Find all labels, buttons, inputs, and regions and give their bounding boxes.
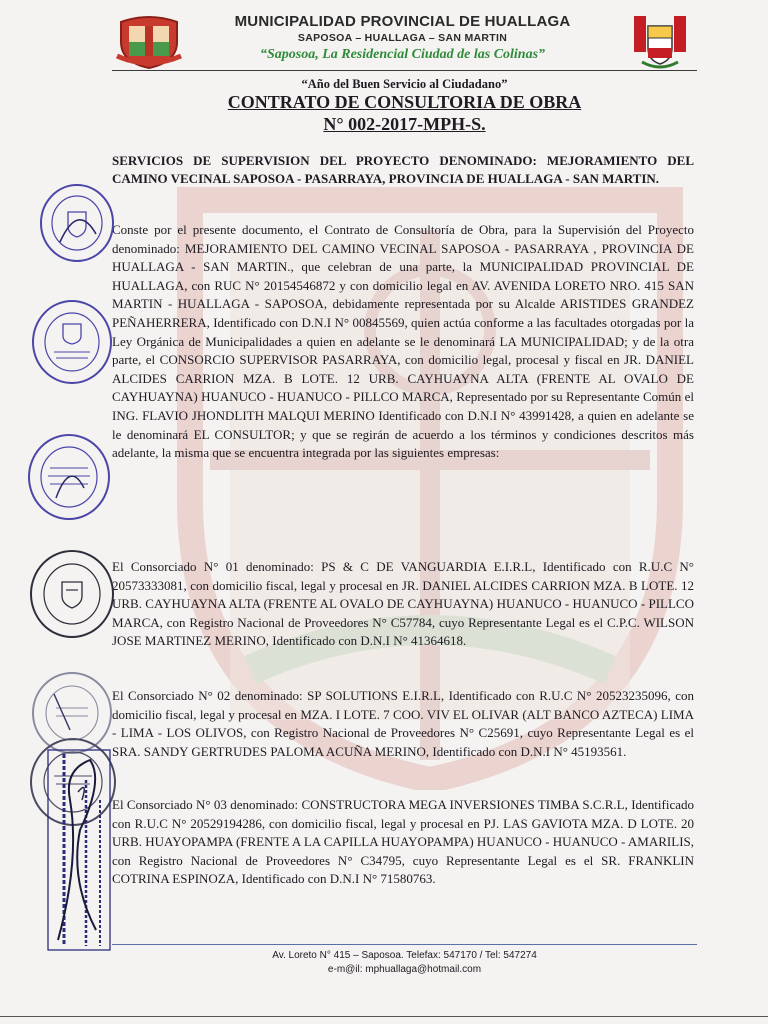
- administracion-stamp: [26, 432, 112, 522]
- consortium-member-paragraph: El Consorciado N° 03 denominado: CONSTRUCTORA MEGA INVERSIONES TIMBA S.C.R.L, Identificado con R.U.C N° 20529194286, con domicilio fiscal, legal y procesal en PJ. LAS GAVIOTA MZA. D LOTE. 20 URB. HUAYOPAMPA (FRENTE A LA CAPILLA HUAYOPAMPA) HUANUCO - HUANUCO - AMARILIS, con Registro Nacional de Proveedores N° C34795, cuyo Representante Legal es el SR. FRANKLIN COTRINA ESPINOZA, Identificado con D.N.I N° 71580763.: [112, 797, 694, 887]
- consortium-signature-stamp: [40, 740, 120, 960]
- contract-paragraph: Conste por el presente documento, el Contrato de Consultoría de Obra, para la Supervisión del Proyecto denominado: MEJORAMIENTO DEL CAMINO VECINAL SAPOSOA - PASARRAYA , PROVINCIA DE HUALLAGA - SAN MARTIN., que celebran de una parte, la MUNICIPALIDAD PROVINCIAL DE HUALLAGA, con RUC N° 20154546872 y con domicilio legal en AV. AVENIDA LORETO NRO. 415 SAN MARTIN - HUALLAGA - SAPOSOA, debidamente representada por su Alcalde ARISTIDES GRANDEZ PEÑAHERRERA, Identificado con D.N.I N° 00845569, quien actúa conforme a las facultades otorgadas por la Ley Orgánica de Municipalidades a quien en adelante se le denominará LA MUNICIPALIDAD; y de la otra parte, el CONSORCIO SUPERVISOR PASARRAYA, con domicilio legal, procesal y fiscal en JR. DANIEL ALCIDES CARRION MZA. B LOTE. 12 URB. CAYHUAYNA ALTA (FRENTE AL OVALO DE CAYHUAYNA) HUANUCO - HUANUCO - PILLCO MARCA, Representado por su Representante Común el ING. FLAVIO JHONDLITH MALQUI MERINO Identificado con D.N.I N° 43991428, a quien en adelante se le denominará EL CONSULTOR; y que se regirán de acuerdo a los términos y condiciones descritos más adelante, la misma que se encuentra integrada por las siguientes empresas:: [112, 222, 694, 461]
- consortium-member-paragraph: El Consorciado N° 01 denominado: PS & C DE VANGUARDIA E.I.R.L, Identificado con R.U.C N° 20573333081, con domicilio fiscal, legal y procesal en JR. DANIEL ALCIDES CARRION MZA. B LOTE. 12 URB. CAYHUAYNA ALTA (FRENTE AL OVALO DE CAYHUAYNA) HUANUCO - HUANUCO - PILLCO MARCA, con Registro Nacional de Proveedores N° C57784, cuyo Representante Legal es el C.P.C. WILSON JOSE MARTINEZ MERINO, Identificado con D.N.I N° 41364618.: [112, 559, 694, 649]
- municipality-location: SAPOSOA – HUALLAGA – SAN MARTIN: [297, 32, 508, 44]
- header-divider: [112, 70, 697, 71]
- footer-address: Av. Loreto N° 415 – Saposoa. Telefax: 547170 / Tel: 547274: [272, 950, 537, 961]
- consortium-member-paragraph: El Consorciado N° 02 denominado: SP SOLUTIONS E.I.R.L, Identificado con R.U.C N° 20523235096, con domicilio fiscal, legal y procesal en MZA. I LOTE. 7 COO. VIV EL OLIVAR (ALT BANCO AZTECA) LIMA - LIMA - LOS OLIVOS, con Registro Nacional de Proveedores N° C25691, cuyo Representante Legal es el SRA. SANDY GERTRUDES PALOMA ACUÑA MERINO, Identificado con D.N.I N° 45193561.: [112, 688, 694, 759]
- municipal-logo: [115, 12, 183, 70]
- footer-email: e-m@il: mphuallaga@hotmail.com: [327, 964, 482, 975]
- year-phrase: “Año del Buen Servicio al Ciudadano”: [301, 77, 508, 91]
- document-title: CONTRATO DE CONSULTORIA DE OBRA: [227, 92, 582, 112]
- infraestructura-stamp: [28, 548, 116, 640]
- national-crest-icon: [628, 12, 692, 70]
- page-edge-line: [0, 1016, 768, 1017]
- document-number: N° 002-2017-MPH-S.: [323, 114, 486, 134]
- alcaldia-stamp: [38, 182, 116, 264]
- services-heading: SERVICIOS DE SUPERVISION DEL PROYECTO DENOMINADO: MEJORAMIENTO DEL CAMINO VECINAL SAPOSOA - PASARRAYA, PROVINCIA DE HUALLAGA - SAN MARTIN.: [112, 153, 694, 186]
- municipality-name: MUNICIPALIDAD PROVINCIAL DE HUALLAGA: [234, 13, 571, 30]
- gerencia-municipal-stamp: [30, 298, 114, 386]
- municipality-slogan: “Saposoa, La Residencial Ciudad de las Colinas”: [259, 47, 546, 62]
- footer-divider: [112, 944, 697, 945]
